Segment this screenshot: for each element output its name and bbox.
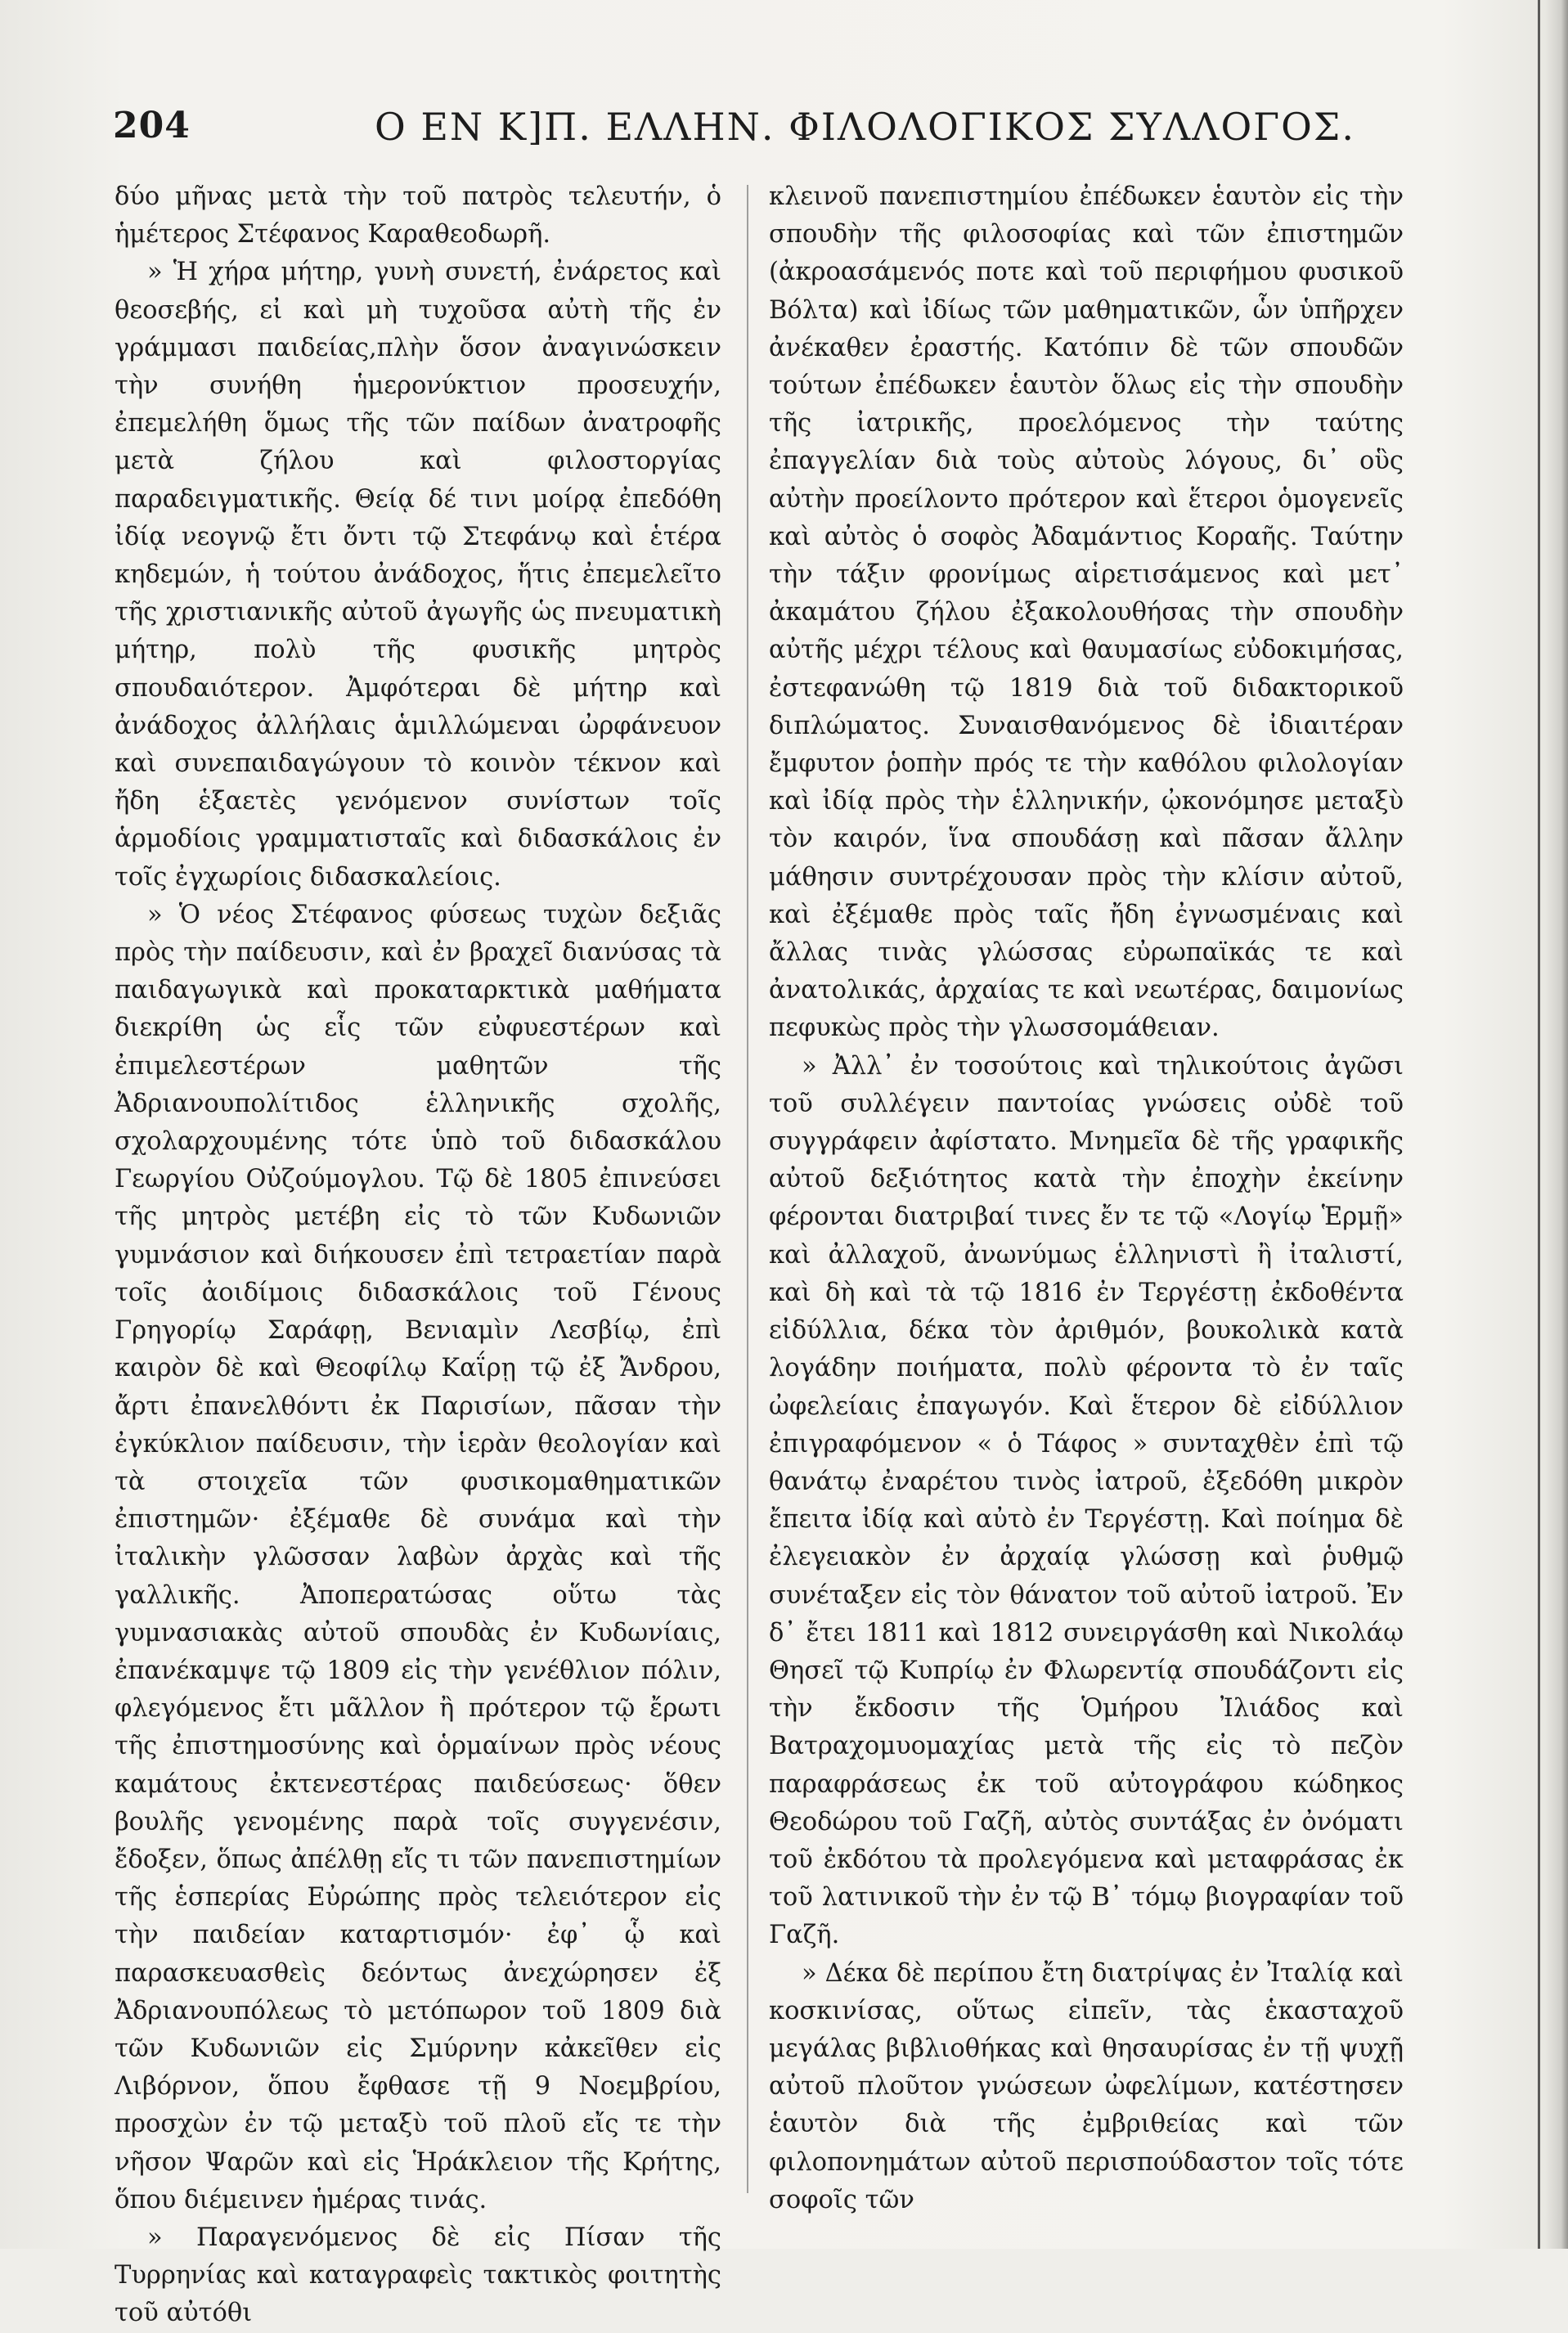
- binding-shadow: [1545, 0, 1568, 2249]
- left-column: [115, 178, 721, 2333]
- paragraph: » Ἀλλ᾽ ἐν τοσούτοις καὶ τηλικούτοις ἀγῶσι τοῦ συλλέγειν παντοίας γνώσεις οὐδὲ τοῦ συγγράφειν ἀφίστατο. Μνημεῖα δὲ τῆς γραφικῆς αὐτοῦ δεξιότητος κατὰ τὴν ἐποχὴν ἐκείνην φέρονται διατριβαί τινες ἔν τε τῷ «Λογίῳ Ἑρμῇ» καὶ ἀλλαχοῦ, ἀνωνύμως ἑλληνιστὶ ἢ ἰταλιστί, καὶ δὴ καὶ τὰ τῷ 1816 ἐν Τεργέστῃ ἐκδοθέντα εἰδύλλια, δέκα τὸν ἀριθμόν, βουκολικὰ κατὰ λογάδην ποιήματα, πολὺ φέροντα τὸ ἐν ταῖς ὠφελείαις ἐπαγωγόν. Καὶ ἕτερον δὲ εἰδύλλιον ἐπιγραφόμενον « ὁ Τάφος » συνταχθὲν ἐπὶ τῷ θανάτῳ ἐναρέτου τινὸς ἰατροῦ, ἐξεδόθη μικρὸν ἔπειτα ἰδίᾳ καὶ αὐτὸ ἐν Τεργέστῃ. Καὶ ποίημα δὲ ἐλεγειακὸν ἐν ἀρχαίᾳ γλώσσῃ καὶ ῥυθμῷ συνέταξεν εἰς τὸν θάνατον τοῦ αὐτοῦ ἰατροῦ. Ἐν δ᾽ ἔτει 1811 καὶ 1812 συνειργάσθη καὶ Νικολάῳ Θησεῖ τῷ Κυπρίῳ ἐν Φλωρεντίᾳ σπουδάζοντι εἰς τὴν ἔκδοσιν τῆς Ὁμήρου Ἰλιάδος καὶ Βατραχομυομαχίας μετὰ τῆς εἰς τὸ πεζὸν παραφράσεως ἐκ τοῦ αὐτογράφου κώδηκος Θεοδώρου τοῦ Γαζῆ, αὐτὸς συντάξας ἐν ὀνόματι τοῦ ἐκδότου τὰ προλεγόμενα καὶ μεταφράσας ἐκ τοῦ λατινικοῦ τὴν ἐν τῷ Β᾽ τόμῳ βιογραφίαν τοῦ Γαζῆ.: [769, 1051, 1404, 1950]
- page-edge-line: [1538, 0, 1540, 2249]
- paragraph: » Ἡ χήρα μήτηρ, γυνὴ συνετή, ἐνάρετος καὶ θεοσεβής, εἰ καὶ μὴ τυχοῦσα αὐτὴ τῆς ἐν γράμμασι παιδείας,πλὴν ὅσον ἀναγινώσκειν τὴν συνήθη ἡμερονύκτιον προσευχήν, ἐπεμελήθη ὅμως τῆς τῶν παίδων ἀνατροφῆς μετὰ ζήλου καὶ φιλοστοργίας παραδειγματικῆς. Θείᾳ δέ τινι μοίρᾳ ἐπεδόθη ἰδίᾳ νεογνῷ ἔτι ὄντι τῷ Στεφάνῳ καὶ ἑτέρα κηδεμών, ἡ τούτου ἀνάδοχος, ἥτις ἐπεμελεῖτο τῆς χριστιανικῆς αὐτοῦ ἀγωγῆς ὡς πνευματικὴ μήτηρ, πολὺ τῆς φυσικῆς μητρὸς σπουδαιότερον. Ἀμφότεραι δὲ μήτηρ καὶ ἀνάδοχος ἀλλήλαις ἁμιλλώμεναι ὠρφάνευον καὶ συνεπαιδαγώγουν τὸ κοινὸν τέκνον καὶ ἤδη ἑξαετὲς γενόμενον συνίστων τοῖς ἁρμοδίοις γραμματισταῖς καὶ διδασκάλοις ἐν τοῖς ἐγχωρίοις διδασκαλείοις.: [115, 258, 721, 892]
- paragraph: » Δέκα δὲ περίπου ἔτη διατρίψας ἐν Ἰταλίᾳ καὶ κοσκινίσας, οὕτως εἰπεῖν, τὰς ἑκασταχοῦ μεγάλας βιβλιοθήκας καὶ θησαυρίσας ἐν τῇ ψυχῇ αὐτοῦ πλοῦτον γνώσεων ὠφελίμων, κατέστησεν ἑαυτὸν διὰ τῆς ἐμβριθείας καὶ τῶν φιλοπονημάτων αὐτοῦ περισπούδαστον τοῖς τότε σοφοῖς τῶν: [769, 1958, 1404, 2214]
- paragraph: » Ὁ νέος Στέφανος φύσεως τυχὼν δεξιᾶς πρὸς τὴν παίδευσιν, καὶ ἐν βραχεῖ διανύσας τὰ παιδαγωγικὰ καὶ προκαταρκτικὰ μαθήματα διεκρίθη ὡς εἷς τῶν εὐφυεστέρων καὶ ἐπιμελεστέρων μαθητῶν τῆς Ἀδριανουπολίτιδος ἑλληνικῆς σχολῆς, σχολαρχουμένης τότε ὑπὸ τοῦ διδασκάλου Γεωργίου Οὐζούμογλου. Τῷ δὲ 1805 ἐπινεύσει τῆς μητρὸς μετέβη εἰς τὸ τῶν Κυδωνιῶν γυμνάσιον καὶ διήκουσεν ἐπὶ τετραετίαν παρὰ τοῖς ἀοιδίμοις διδασκάλοις τοῦ Γένους Γρηγορίῳ Σαράφῃ, Βενιαμὶν Λεσβίῳ, ἐπὶ καιρὸν δὲ καὶ Θεοφίλῳ Καΐρῃ τῷ ἐξ Ἄνδρου, ἄρτι ἐπανελθόντι ἐκ Παρισίων, πᾶσαν τὴν ἐγκύκλιον παίδευσιν, τὴν ἱερὰν θεολογίαν καὶ τὰ στοιχεῖα τῶν φυσικομαθηματικῶν ἐπιστημῶν· ἐξέμαθε δὲ συνάμα καὶ τὴν ἰταλικὴν γλῶσσαν λαβὼν ἀρχὰς καὶ τῆς γαλλικῆς. Ἀποπερατώσας οὕτω τὰς γυμνασιακὰς αὐτοῦ σπουδὰς ἐν Κυδωνίαις, ἐπανέκαμψε τῷ 1809 εἰς τὴν γενέθλιον πόλιν, φλεγόμενος ἔτι μᾶλλον ἢ πρότερον τῷ ἔρωτι τῆς ἐπιστημοσύνης καὶ ὁρμαίνων πρὸς νέους καμάτους ἐκτενεστέρας παιδεύσεως· ὅθεν βουλῆς γενομένης παρὰ τοῖς συγγενέσιν, ἔδοξεν, ὅπως ἀπέλθῃ εἴς τι τῶν πανεπιστημίων τῆς ἑσπερίας Εὐρώπης πρὸς τελειότερον εἰς τὴν παιδείαν καταρτισμόν· ἐφ᾽ ᾧ καὶ παρασκευασθεὶς δεόντως ἀνεχώρησεν ἐξ Ἀδριανουπόλεως τὸ μετόπωρον τοῦ 1809 διὰ τῶν Κυδωνιῶν εἰς Σμύρνην κἀκεῖθεν εἰς Λιβόρνον, ὅπου ἔφθασε τῇ 9 Νοεμβρίου, προσχὼν ἐν τῷ μεταξὺ τοῦ πλοῦ εἴς τε τὴν νῆσον Ψαρῶν καὶ εἰς Ἡράκλειον τῆς Κρήτης, ὅπου διέμεινεν ἡμέρας τινάς.: [115, 900, 721, 2214]
- page-number: 204: [113, 105, 191, 146]
- paragraph: κλεινοῦ πανεπιστημίου ἐπέδωκεν ἑαυτὸν εἰς τὴν σπουδὴν τῆς φιλοσοφίας καὶ τῶν ἐπιστημῶν (ἀκροασάμενός ποτε καὶ τοῦ περιφήμου φυσικοῦ Βόλτα) καὶ ἰδίως τῶν μαθηματικῶν, ὧν ὑπῆρχεν ἀνέκαθεν ἐραστής. Κατόπιν δὲ τῶν σπουδῶν τούτων ἐπέδωκεν ἑαυτὸν ὅλως εἰς τὴν σπουδὴν τῆς ἰατρικῆς, προελόμενος τὴν ταύτης ἐπαγγελίαν διὰ τοὺς αὐτοὺς λόγους, δι᾽ οὓς αὐτὴν προείλοντο πρότερον καὶ ἕτεροι ὁμογενεῖς καὶ αὐτὸς ὁ σοφὸς Ἀδαμάντιος Κοραῆς. Ταύτην τὴν τάξιν φρονίμως αἱρετισάμενος καὶ μετ᾽ ἀκαμάτου ζήλου ἐξακολουθήσας τὴν σπουδὴν αὐτῆς μέχρι τέλους καὶ θαυμασίως εὐδοκιμήσας, ἐστεφανώθη τῷ 1819 διὰ τοῦ διδακτορικοῦ διπλώματος. Συναισθανόμενος δὲ ἰδιαιτέραν ἔμφυτον ῥοπὴν πρός τε τὴν καθόλου φιλολογίαν καὶ ἰδίᾳ πρὸς τὴν ἑλληνικήν, ᾠκονόμησε μεταξὺ τὸν καιρόν, ἵνα σπουδάσῃ καὶ πᾶσαν ἄλλην μάθησιν συντρέχουσαν πρὸς τὴν κλίσιν αὐτοῦ, καὶ ἐξέμαθε πρὸς ταῖς ἤδη ἐγνωσμέναις καὶ ἄλλας τινὰς γλώσσας εὐρωπαϊκάς τε καὶ ἀνατολικάς, ἀρχαίας τε καὶ νεωτέρας, δαιμονίως πεφυκὼς πρὸς τὴν γλωσσομάθειαν.: [769, 182, 1404, 1043]
- page-header: [113, 100, 1422, 162]
- running-title: Ο ΕΝ Κ]Π. ΕΛΛΗΝ. ΦΙΛΟΛΟΓΙΚΟΣ ΣΥΛΛΟΓΟΣ.: [375, 105, 1355, 149]
- column-divider: [747, 185, 748, 2193]
- right-column: [769, 178, 1404, 2219]
- paragraph: » Παραγενόμενος δὲ εἰς Πίσαν τῆς Τυρρηνίας καὶ καταγραφεὶς τακτικὸς φοιτητὴς τοῦ αὐτόθι: [115, 2223, 721, 2328]
- paragraph: δύο μῆνας μετὰ τὴν τοῦ πατρὸς τελευτήν, ὁ ἡμέτερος Στέφανος Καραθεοδωρῆ.: [115, 182, 721, 249]
